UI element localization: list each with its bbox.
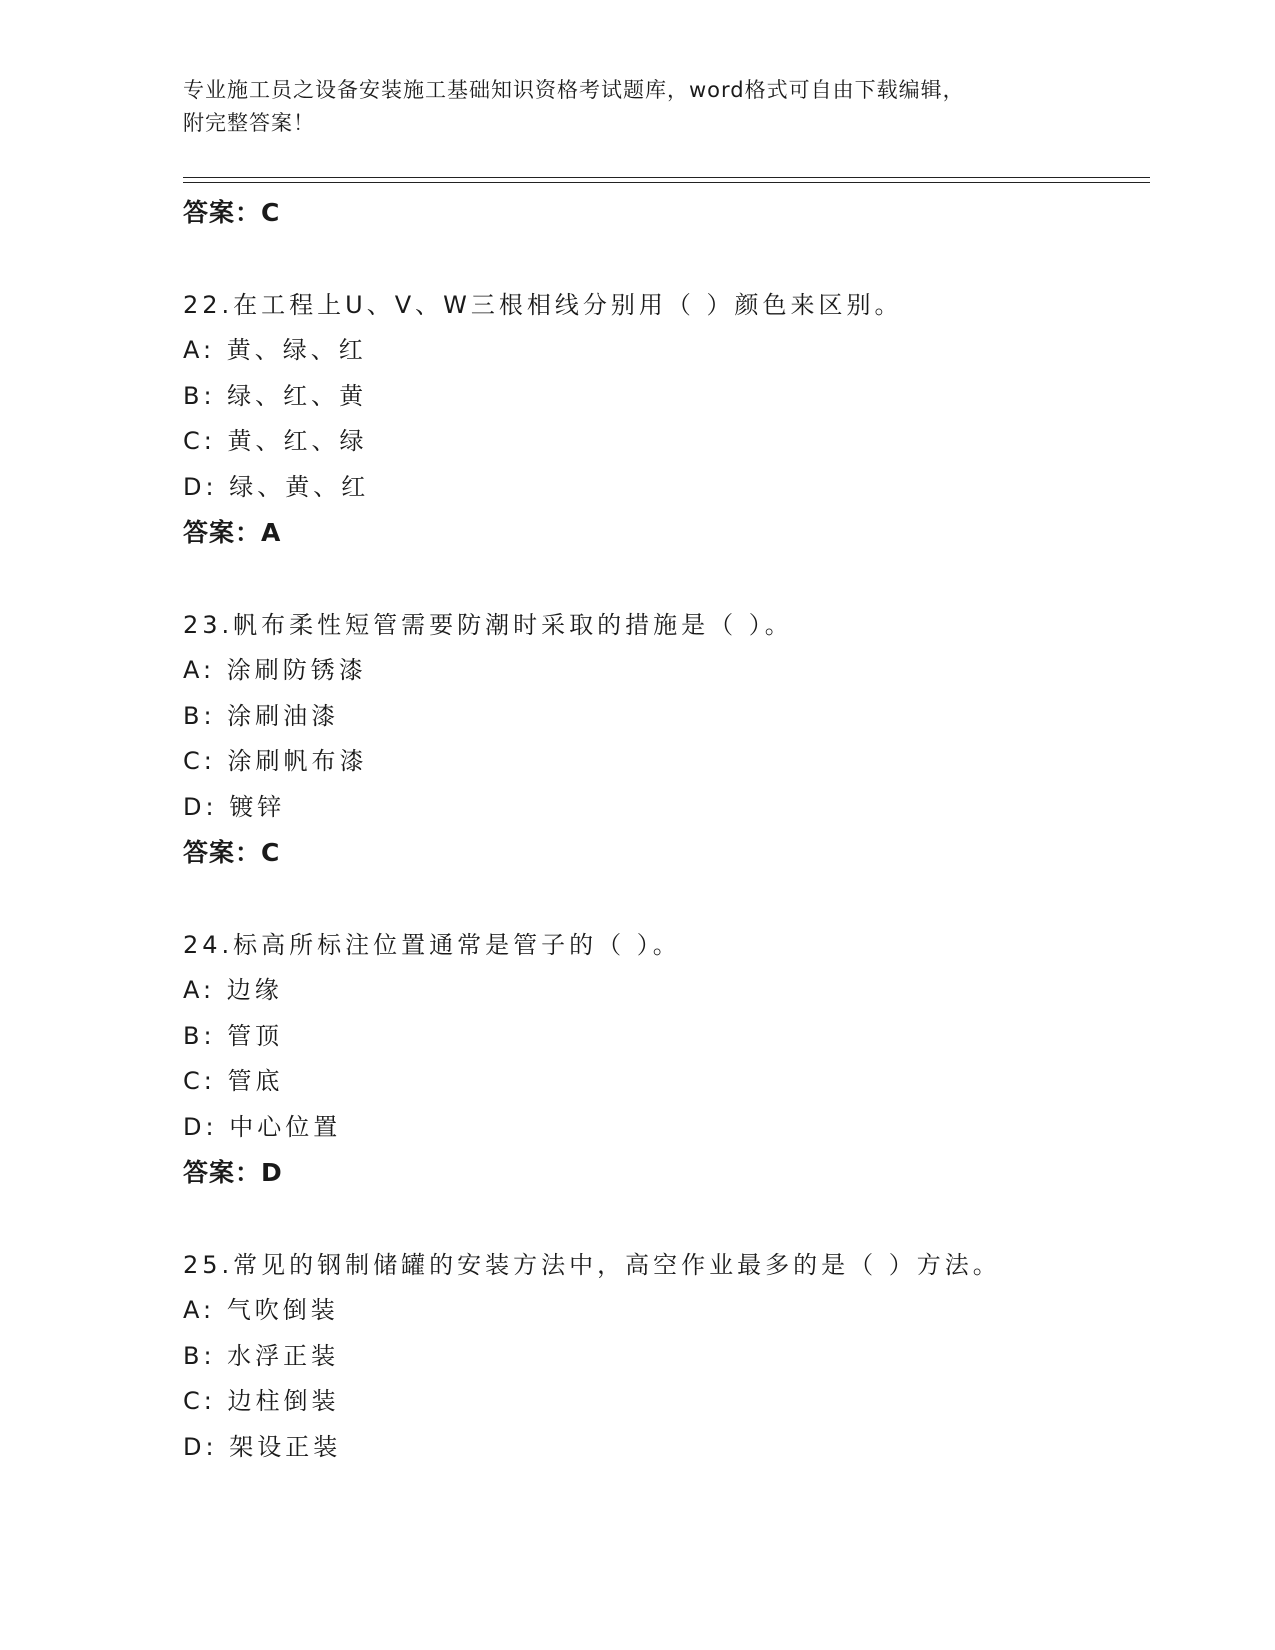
question-block <box>183 923 1143 1196</box>
option-c: C: 涂刷帆布漆 <box>183 747 368 775</box>
option-d: D: 中心位置 <box>183 1112 342 1141</box>
spacer <box>183 236 1143 283</box>
answer-line: 答案：A <box>183 518 282 547</box>
option-c: C: 管底 <box>183 1067 284 1095</box>
question-stem: 25.常见的钢制储罐的安装方法中，高空作业最多的是（ ）方法。 <box>183 1250 1001 1279</box>
option-a: A: 气吹倒装 <box>183 1296 339 1324</box>
option-c: C: 黄、红、绿 <box>183 427 368 455</box>
question-list <box>183 190 1143 1470</box>
question-stem: 24.标高所标注位置通常是管子的（ ）。 <box>183 930 681 959</box>
option-a: A: 边缘 <box>183 976 283 1004</box>
option-a: A: 涂刷防锈漆 <box>183 656 367 684</box>
question-block <box>183 603 1143 876</box>
answer-line: 答案：C <box>183 838 281 867</box>
document-header <box>183 74 1083 140</box>
answer-line: 答案：C <box>183 198 281 227</box>
header-line-2: 附完整答案！ <box>183 111 315 135</box>
header-divider-top <box>183 177 1150 178</box>
spacer <box>183 556 1143 603</box>
option-b: B: 涂刷油漆 <box>183 701 340 730</box>
option-b: B: 绿、红、黄 <box>183 381 368 410</box>
spacer <box>183 1196 1143 1243</box>
option-b: B: 管顶 <box>183 1021 284 1050</box>
header-line-1: 专业施工员之设备安装施工基础知识资格考试题库，word格式可自由下载编辑， <box>183 78 965 102</box>
answer-line: 答案：D <box>183 1158 283 1187</box>
option-c: C: 边柱倒装 <box>183 1387 340 1415</box>
question-block <box>183 1243 1143 1471</box>
option-d: D: 镀锌 <box>183 792 286 821</box>
option-a: A: 黄、绿、红 <box>183 336 367 364</box>
header-divider-bottom <box>183 182 1150 183</box>
option-b: B: 水浮正装 <box>183 1341 340 1370</box>
option-d: D: 绿、黄、红 <box>183 472 370 501</box>
question-stem: 22.在工程上U、V、W三根相线分别用（ ）颜色来区别。 <box>183 290 903 319</box>
question-stem: 23.帆布柔性短管需要防潮时采取的措施是（ ）。 <box>183 610 793 639</box>
spacer <box>183 876 1143 923</box>
question-block <box>183 283 1143 556</box>
option-d: D: 架设正装 <box>183 1432 342 1461</box>
